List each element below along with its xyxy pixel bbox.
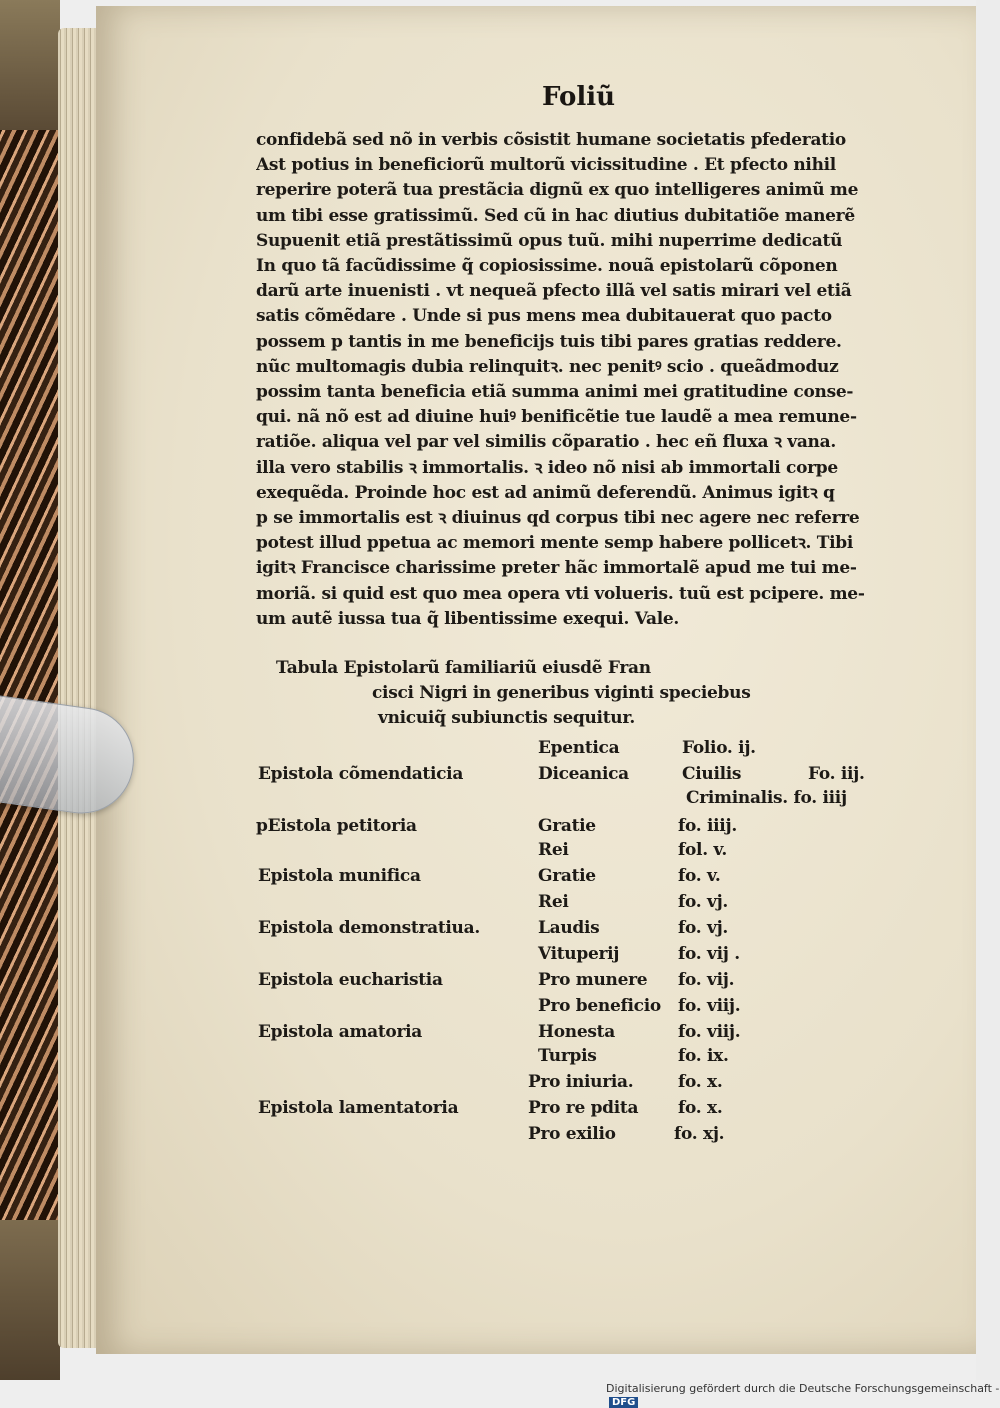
epistle-index-table <box>256 734 876 1154</box>
text-line: illa vero stabilis ꝛ immortalis. ꝛ ideo nõ nisi ab immortali corpe <box>256 457 838 478</box>
species-cell: Pro munere <box>538 970 648 990</box>
species-cell: Pro beneficio <box>538 996 661 1016</box>
text-line: moriã. si quid est quo mea opera vti volueris. tuũ est pcipere. me- <box>256 583 865 604</box>
text-line: possim tanta beneficia etiã summa animi mei gratitudine conse- <box>256 382 854 403</box>
folio-cell: Fo. iij. <box>808 764 865 784</box>
text-line: um tibi esse gratissimũ. Sed cũ in hac diutius dubitatiõe manerẽ <box>256 205 855 226</box>
folio-cell: fo. v. <box>678 866 721 886</box>
species-cell: Honesta <box>538 1022 615 1042</box>
genus-cell: Epistola amatoria <box>258 1022 422 1042</box>
text-line: p se immortalis est ꝛ diuinus qd corpus tibi nec agere nec referre <box>256 508 860 529</box>
folio-cell: fo. x. <box>678 1072 723 1092</box>
genus-cell: Epistola munifica <box>258 866 421 886</box>
dfg-logo: DFG <box>609 1397 638 1408</box>
text-line: qui. nã nõ est ad diuine huiꝰ benificẽtie tue laudẽ a mea remune- <box>256 407 857 428</box>
genus-cell: Epistola eucharistia <box>258 970 443 990</box>
folio-cell: Criminalis. fo. iiij <box>686 788 847 808</box>
text-line: ratiõe. aliqua vel par vel similis cõparatio . hec eñ fluxa ꝛ vana. <box>256 432 836 453</box>
book-cover-board <box>0 0 60 1380</box>
species-cell: Diceanica <box>538 764 629 784</box>
species-cell: Laudis <box>538 918 600 938</box>
folio-cell: Folio. ij. <box>682 738 756 758</box>
table-heading <box>262 656 782 731</box>
folio-cell: fo. vj. <box>678 892 729 912</box>
genus-cell: pEistola petitoria <box>256 816 417 836</box>
folio-cell: fo. vij. <box>678 970 735 990</box>
species-cell: Epentica <box>538 738 620 758</box>
folio-cell: fo. xj. <box>674 1124 725 1144</box>
genus-cell: Epistola lamentatoria <box>258 1098 459 1118</box>
species-cell: Pro iniuria. <box>528 1072 634 1092</box>
folio-cell: fo. x. <box>678 1098 723 1118</box>
species-cell: Gratie <box>538 816 596 836</box>
text-line: nũc multomagis dubia relinquitꝛ. nec penitꝰ scio . queãdmoduz <box>256 356 839 377</box>
species-cell: Rei <box>538 892 569 912</box>
letter-text <box>256 128 888 632</box>
cover-corner-bottom <box>0 1220 60 1380</box>
text-line: reperire poterã tua prestãcia dignũ ex quo intelligeres animũ me <box>256 180 859 201</box>
folio-header: Foliũ <box>542 82 616 112</box>
folio-cell: fo. vij . <box>678 944 740 964</box>
text-line: Supuenit etiã prestãtissimũ opus tuũ. mihi nuperrime dedicatũ <box>256 230 843 251</box>
digitization-credit <box>606 1382 1000 1408</box>
species-cell: Rei <box>538 840 569 860</box>
species-cell: Turpis <box>538 1046 597 1066</box>
text-line: In quo tã facũdissime q̃ copiosissime. nouã epistolarũ cõponen <box>256 256 838 277</box>
text-line: exequẽda. Proinde hoc est ad animũ deferendũ. Animus igitꝛ q <box>256 482 835 503</box>
species-cell: Pro exilio <box>528 1124 616 1144</box>
species-cell: Vituperij <box>538 944 620 964</box>
text-line: igitꝛ Francisce charissime preter hãc immortalẽ apud me tui me- <box>256 558 857 579</box>
species-cell: Gratie <box>538 866 596 886</box>
text-line: confidebã sed nõ in verbis cõsistit humane societatis pfederatio <box>256 130 846 150</box>
text-line: darũ arte inuenisti . vt nequeã pfecto illã vel satis mirari vel etiã <box>256 281 852 302</box>
species-cell: Pro re pdita <box>528 1098 639 1118</box>
folio-cell: Ciuilis <box>682 764 742 784</box>
heading-line: Tabula Epistolarũ familiariũ eiusdẽ Fran <box>276 658 651 678</box>
text-line: satis cõmẽdare . Unde si pus mens mea dubitauerat quo pacto <box>256 306 832 327</box>
text-line: um autẽ iussa tua q̃ libentissime exequi. Vale. <box>256 608 680 629</box>
credit-text: Digitalisierung gefördert durch die Deutsche Forschungsgemeinschaft - <box>606 1382 1000 1395</box>
folio-cell: fo. vj. <box>678 918 729 938</box>
heading-line: vnicuiq̃ subiunctis sequitur. <box>378 708 636 728</box>
folio-cell: fo. iiij. <box>678 816 737 836</box>
scan-margin <box>976 0 1000 1380</box>
heading-line: cisci Nigri in generibus viginti speciebus <box>372 683 751 703</box>
cover-corner-top <box>0 0 60 130</box>
folio-cell: fo. viij. <box>678 1022 741 1042</box>
folio-cell: fol. v. <box>678 840 727 860</box>
folio-cell: fo. ix. <box>678 1046 729 1066</box>
genus-cell: Epistola cõmendaticia <box>258 764 464 784</box>
folio-cell: fo. viij. <box>678 996 741 1016</box>
text-line: possem p tantis in me beneficijs tuis tibi pares gratias reddere. <box>256 331 842 352</box>
text-line: Ast potius in beneficiorũ multorũ vicissitudine . Et pfecto nihil <box>256 155 836 176</box>
genus-cell: Epistola demonstratiua. <box>258 918 480 938</box>
text-line: potest illud ppetua ac memori mente semp habere pollicetꝛ. Tibi <box>256 533 854 554</box>
